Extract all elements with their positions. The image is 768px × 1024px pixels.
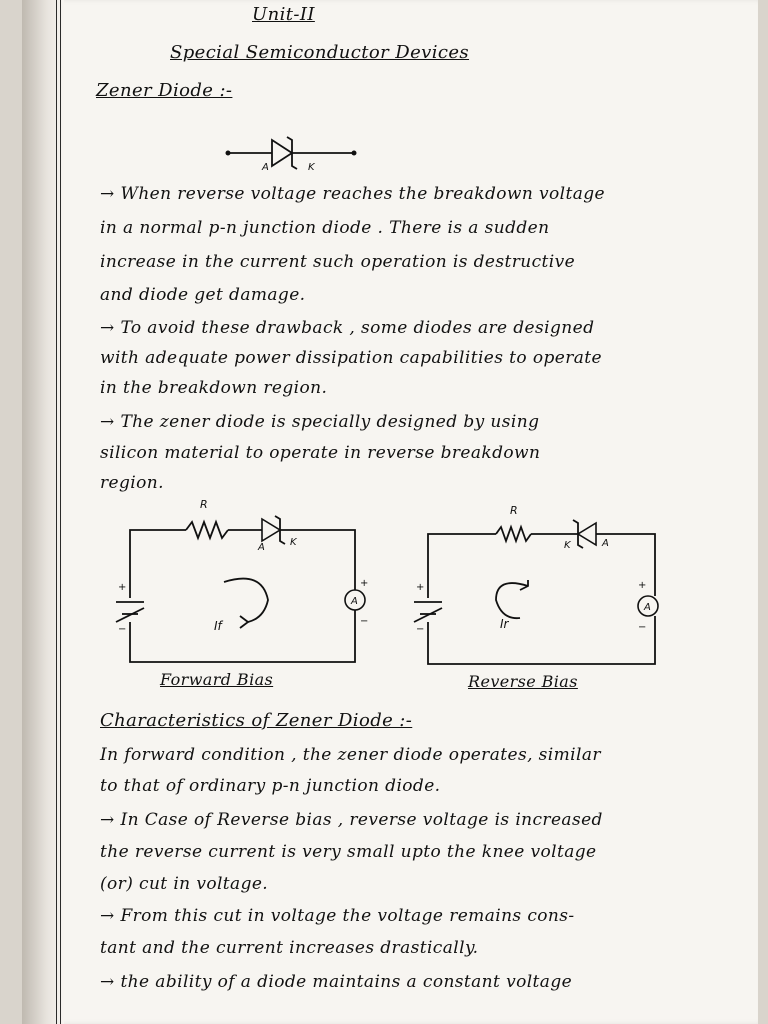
reverse-current-label: Ir <box>500 617 509 631</box>
characteristics-line: the reverse current is very small upto the knee voltage <box>100 842 597 862</box>
reverse-plus-label: + <box>416 582 425 593</box>
paragraph-line: silicon material to operate in reverse breakdown <box>100 443 541 463</box>
paragraph-line: with adequate power dissipation capabilities to operate <box>100 348 602 368</box>
forward-plus-label: + <box>118 582 127 593</box>
symbol-anode-label: A <box>262 162 269 173</box>
reverse-cathode-label: K <box>564 540 571 551</box>
paragraph-line: increase in the current such operation is destructive <box>100 252 576 272</box>
reverse-resistor <box>496 527 531 541</box>
chapter-title: Special Semiconductor Devices <box>170 42 470 63</box>
forward-anode-label: A <box>258 542 265 553</box>
paragraph-line: → The zener diode is specially designed by using <box>100 412 540 432</box>
reverse-meter-minus-label: − <box>638 622 647 633</box>
symbol-cathode-label: K <box>308 162 315 173</box>
characteristics-line: In forward condition , the zener diode operates, similar <box>100 745 601 765</box>
characteristics-line: → In Case of Reverse bias , reverse voltage is increased <box>100 810 603 830</box>
characteristics-line: → From this cut in voltage the voltage remains cons- <box>100 906 575 926</box>
forward-minus-label: − <box>118 624 127 635</box>
reverse-meter-label: A <box>644 602 651 613</box>
reverse-meter-plus-label: + <box>638 580 647 591</box>
forward-bias-caption: Forward Bias <box>160 670 274 689</box>
paragraph-line: in the breakdown region. <box>100 378 328 398</box>
unit-heading: Unit-II <box>252 4 315 25</box>
paragraph-line: → When reverse voltage reaches the breakdown voltage <box>100 184 605 204</box>
reverse-minus-label: − <box>416 624 425 635</box>
paragraph-line: in a normal p-n junction diode . There is a sudden <box>100 218 550 238</box>
forward-meter-minus-label: − <box>360 616 369 627</box>
forward-current-label: If <box>214 619 222 633</box>
characteristics-line: to that of ordinary p-n junction diode. <box>100 776 441 796</box>
characteristics-line: tant and the current increases drastically. <box>100 938 479 958</box>
characteristics-line: → the ability of a diode maintains a constant voltage <box>100 972 573 992</box>
paragraph-line: → To avoid these drawback , some diodes are designed <box>100 318 595 338</box>
forward-meter-label: A <box>351 596 358 607</box>
characteristics-line: (or) cut in voltage. <box>100 874 269 894</box>
paragraph-line: and diode get damage. <box>100 285 306 305</box>
forward-meter-plus-label: + <box>360 578 369 589</box>
forward-cathode-label: K <box>290 537 297 548</box>
characteristics-title: Characteristics of Zener Diode :- <box>100 710 413 731</box>
paragraph-line: region. <box>100 473 164 493</box>
forward-resistor-label: R <box>200 498 208 511</box>
section-title: Zener Diode :- <box>96 80 233 101</box>
reverse-resistor-label: R <box>510 504 518 517</box>
reverse-bias-caption: Reverse Bias <box>468 672 578 691</box>
reverse-anode-label: A <box>602 538 609 549</box>
